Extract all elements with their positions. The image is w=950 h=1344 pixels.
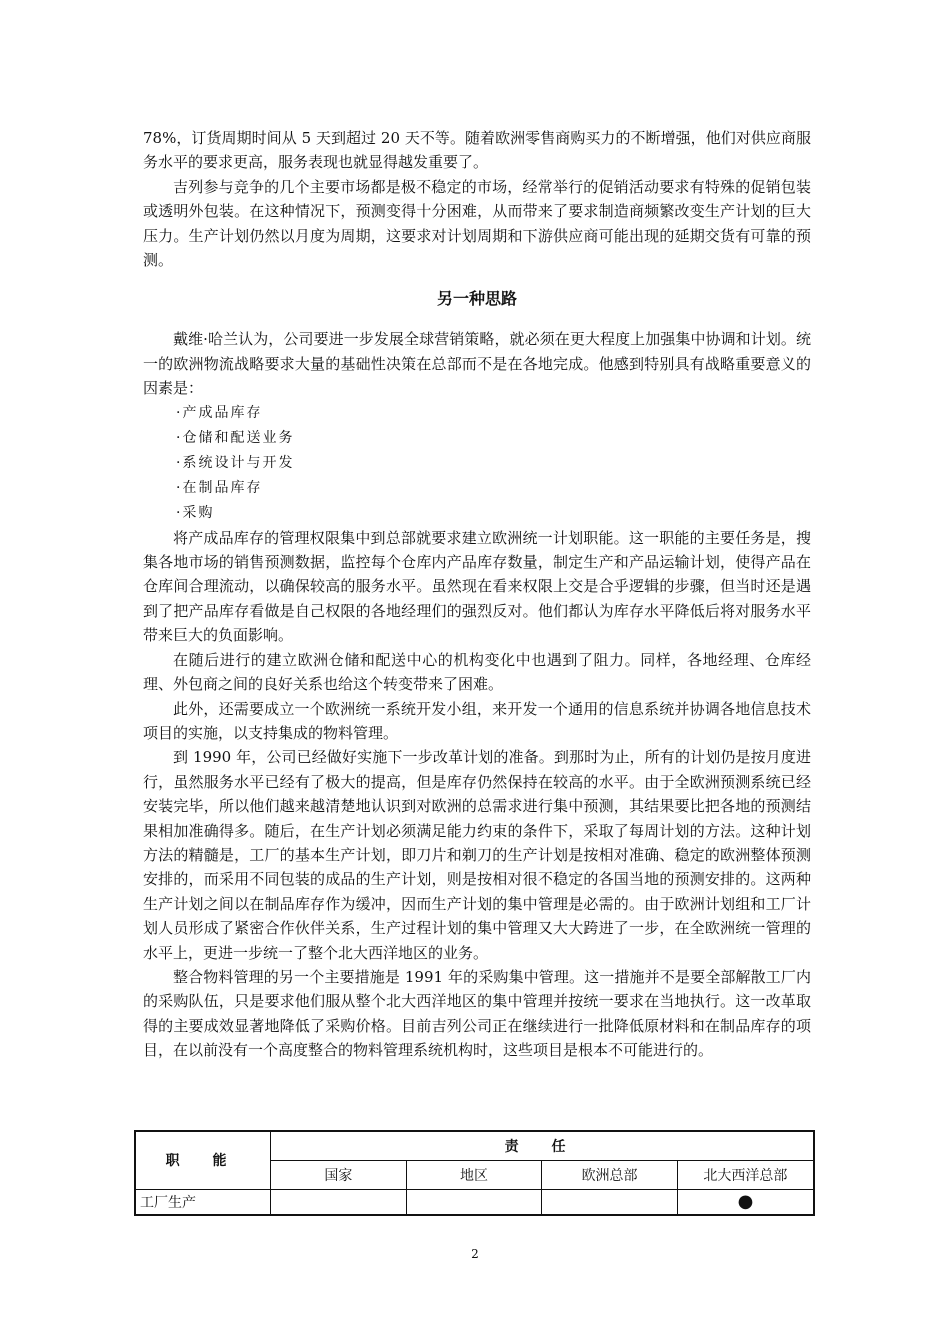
table-header-responsibility: 责 任: [271, 1131, 814, 1160]
paragraph: 整合物料管理的另一个主要措施是 1991 年的采购集中管理。这一措施并不是要全部解散工厂内的采购队伍，只是要求他们服从整个北大西洋地区的集中管理并按统一要求在当地执行。这一改革取得的主要成效显著地降低了采购价格。目前吉列公司正在继续进行一批降低原材料和在制品库存的项目，在以前没有一个高度整合的物料管理系统机构时，这些项目是根本不可能进行的。: [143, 967, 811, 1060]
table-subheader: 欧洲总部: [542, 1160, 678, 1189]
table-row: [135, 1189, 814, 1215]
list-item: ·在制品库存: [176, 479, 263, 496]
table-cell-function: 工厂生产: [135, 1189, 271, 1215]
page-number: 2: [471, 1247, 479, 1261]
body-text: [143, 126, 811, 1063]
paragraph: 78%，订货周期时间从 5 天到超过 20 天不等。随着欧洲零售商购买力的不断增强，他们对供应商服务水平的要求更高，服务表现也就显得越发重要了。: [143, 129, 811, 172]
table-cell: [406, 1189, 542, 1215]
paragraph-intro: 戴维·哈兰认为，公司要进一步发展全球营销策略，就必须在更大程度上加强集中协调和计划。统一的欧洲物流战略要求大量的基础性决策在总部而不是在各地完成。他感到特别具有战略重要意义的因素是：: [143, 330, 811, 398]
section-heading: 另一种思路: [436, 289, 517, 309]
list-item: ·产成品库存: [176, 404, 263, 421]
responsibility-table: [134, 1130, 815, 1216]
table-cell: ●: [677, 1189, 814, 1215]
paragraph: 吉列参与竞争的几个主要市场都是极不稳定的市场，经常举行的促销活动要求有特殊的促销包装或透明外包装。在这种情况下，预测变得十分困难，从而带来了要求制造商频繁改变生产计划的巨大压力。生产计划仍然以月度为周期，这要求对计划周期和下游供应商可能出现的延期交货有可靠的预测。: [143, 177, 811, 270]
table-cell: [271, 1189, 407, 1215]
table-subheader: 地区: [406, 1160, 542, 1189]
table-subheader: 北大西洋总部: [677, 1160, 814, 1189]
table-subheader: 国家: [271, 1160, 407, 1189]
list-item: ·仓储和配送业务: [176, 429, 295, 446]
list-item: ·采购: [176, 504, 215, 521]
paragraph: 在随后进行的建立欧洲仓储和配送中心的机构变化中也遇到了阻力。同样，各地经理、仓库经理、外包商之间的良好关系也给这个转变带来了困难。: [143, 650, 811, 694]
paragraph: 到 1990 年，公司已经做好实施下一步改革计划的准备。到那时为止，所有的计划仍是按月度进行，虽然服务水平已经有了极大的提高，但是库存仍然保持在较高的水平。由于全欧洲预测系统已经安装完毕，所以他们越来越清楚地认识到对欧洲的总需求进行集中预测，其结果要比把各地的预测结果相加准确得多。随后，在生产计划必须满足能力约束的条件下，采取了每周计划的方法。这种计划方法的精髓是，工厂的基本生产计划，即刀片和剃刀的生产计划是按相对准确、稳定的欧洲整体预测安排的，而采用不同包装的成品的生产计划，则是按相对很不稳定的各国当地的预测安排的。这两种生产计划之间以在制品库存作为缓冲，因而生产计划的集中管理是必需的。由于欧洲计划组和工厂计划人员形成了紧密合作伙伴关系，生产过程计划的集中管理又大大跨进了一步，在全欧洲统一管理的水平上，更进一步统一了整个北大西洋地区的业务。: [143, 748, 811, 962]
table-cell: [542, 1189, 678, 1215]
paragraph: 将产成品库存的管理权限集中到总部就要求建立欧洲统一计划职能。这一职能的主要任务是，搜集各地市场的销售预测数据，监控每个仓库内产品库存数量，制定生产和产品运输计划，使得产品在仓库间合理流动，以确保较高的服务水平。虽然现在看来权限上交是合乎逻辑的步骤，但当时还是遇到了把产品库存看做是自己权限的各地经理们的强烈反对。他们都认为库存水平降低后将对服务水平带来巨大的负面影响。: [143, 528, 811, 645]
table-header-function: 职 能: [135, 1131, 271, 1189]
factor-list: [143, 401, 811, 526]
list-item: ·系统设计与开发: [176, 454, 295, 471]
paragraph: 此外，还需要成立一个欧洲统一系统开发小组，来开发一个通用的信息系统并协调各地信息技术项目的实施，以支持集成的物料管理。: [143, 699, 811, 742]
